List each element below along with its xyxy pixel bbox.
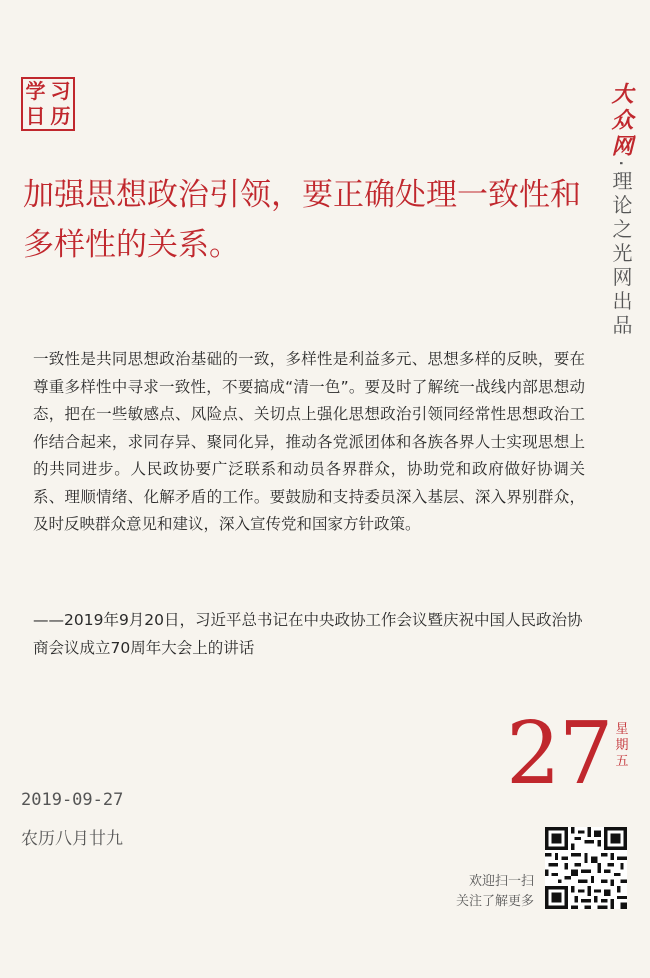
date: 2019-09-27: [21, 790, 124, 810]
qr-code-icon[interactable]: [545, 827, 627, 909]
qr-code-graphic: [545, 827, 627, 909]
headline: 加强思想政治引领，要正确处理一致性和多样性的关系。: [23, 177, 581, 263]
brand-separator: ·: [609, 160, 633, 171]
day-number: 27: [506, 704, 612, 804]
quote-body: 一致性是共同思想政治基础的一致，多样性是利益多元、思想多样的反映，要在尊重多样性中寻求一致性，不要搞成“清一色”。要及时了解统一战线内部思想动态，把在一些敏感点、风险点、关切点上强化思想政治引领同经常性思想政治工作结合起来，求同存异、聚同化异，推动各党派团体和各族各界人士实现思想上的共同进步。人民政协要广泛联系和动员各界群众，协助党和政府做好协调关系、理顺情绪、化解矛盾的工作。要鼓励和支持委员深入基层、深入界别群众，及时反映群众意见和建议，深入宣传党和国家方针政策。: [33, 350, 585, 533]
logo-char: 习: [50, 79, 71, 103]
logo-char: 日: [25, 104, 46, 128]
brand-tagline: 理论之光网出品: [609, 170, 633, 339]
weekday: 星期五: [615, 722, 629, 769]
logo-char: 历: [50, 104, 71, 128]
brand-mark: [609, 82, 637, 338]
scan-prompt: [437, 872, 534, 912]
lunar-date: 农历八月廿九: [21, 829, 123, 849]
brand-name: 大众网: [608, 82, 634, 160]
quote-source: ——2019年9月20日，习近平总书记在中央政协工作会议暨庆祝中国人民政治协商会议成立70周年大会上的讲话: [33, 611, 583, 657]
scan-line-1: 欢迎扫一扫: [468, 874, 534, 889]
scan-line-2: 关注了解更多: [455, 894, 534, 909]
study-calendar-logo: [21, 77, 75, 131]
logo-char: 学: [25, 79, 46, 103]
